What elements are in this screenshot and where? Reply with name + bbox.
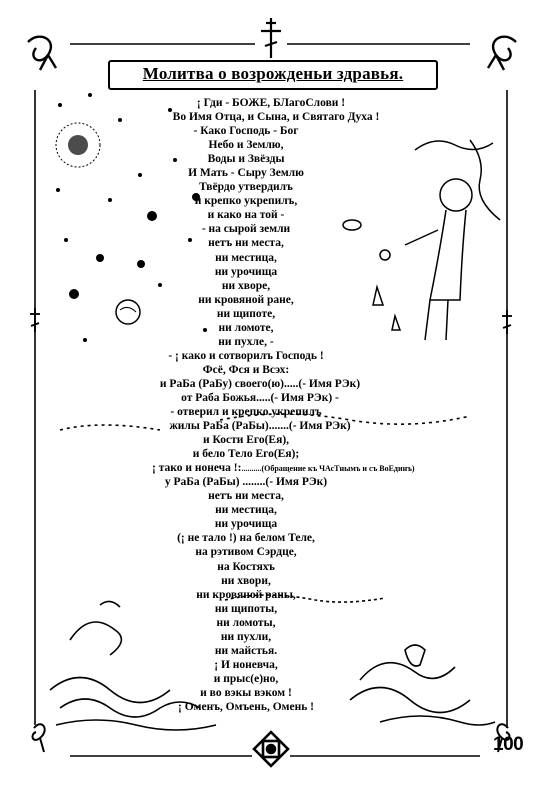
prayer-line: ¡ тако и нонеча !:..........(Обращение къ ЧАсТнымъ и съ ВоЕдинъ) <box>152 462 415 475</box>
prayer-line: жилы РаБа (РаБы).......(- Имя РЭк) <box>169 420 351 433</box>
prayer-line: - на сырой земли <box>201 223 291 236</box>
prayer-line: - Како Господь - Бог <box>193 125 299 138</box>
prayer-line: ни майстья. <box>214 644 278 657</box>
prayer-line: ¡ И ноневча, <box>214 658 278 671</box>
corner-ornament-icon <box>28 37 56 70</box>
corner-ornament-icon <box>488 37 516 70</box>
corner-ornament-icon <box>33 724 45 752</box>
prayer-line: ни ломоте, <box>218 321 274 334</box>
prayer-line: ни щипоты, <box>214 602 278 615</box>
prayer-line: ни урочища <box>214 265 278 278</box>
prayer-line: нетъ ни места, <box>208 490 284 503</box>
prayer-line: Во Имя Отца, и Сына, и Святаго Духа ! <box>172 111 380 124</box>
prayer-line: и Кости Его(Ея), <box>202 434 290 447</box>
prayer-line: ни пухле, - <box>218 335 274 348</box>
prayer-line: у РаБа (РаБы) ........(- Имя РЭк) <box>164 476 328 489</box>
starry-sky-illustration <box>56 93 207 342</box>
bottom-knot-ornament-icon <box>254 732 288 766</box>
prayer-line: - отверил и крепко укрепилъ <box>170 406 322 419</box>
prayer-line: на Костяхъ <box>217 560 275 573</box>
prayer-line: ни кровяной ране, <box>198 293 294 306</box>
prayer-line: и како на той - <box>207 209 285 222</box>
prayer-line: и РаБа (РаБу) своего(ю).....(- Имя РЭк) <box>159 377 361 390</box>
prayer-line: ¡ Оменъ, Омъень, Омень ! <box>177 701 315 713</box>
prayer-line: и прыс(е)но, <box>213 672 279 685</box>
prayer-line: ни ломоты, <box>216 616 276 629</box>
prayer-note: ..........(Обращение къ ЧАсТнымъ и съ ВоЕдинъ) <box>241 464 415 474</box>
prayer-line: ни урочища <box>214 518 278 531</box>
prayer-line: на рэтивом Сэрдце, <box>195 546 297 559</box>
prayer-line: (¡ не тало !) на белом Теле, <box>177 532 315 545</box>
prayer-line: ни пухли, <box>220 630 272 643</box>
prayer-line: И Мать - Сыру Землю <box>188 167 304 180</box>
left-cross-icon <box>30 308 40 332</box>
prayer-line: и крепко укрепилъ, <box>194 195 298 208</box>
prayer-line: Воды и Звёзды <box>207 153 285 166</box>
prayer-line: ни местица, <box>215 251 277 264</box>
prayer-line: ни местица, <box>215 504 277 517</box>
prayer-line: и во вэкы вэком ! <box>200 686 292 699</box>
prayer-line: от Раба Божья.....(- Имя РЭк) - <box>181 391 339 404</box>
top-cross-icon <box>261 18 281 58</box>
prayer-line: Небо и Землю, <box>208 139 284 152</box>
prayer-line: ни хворе, <box>221 279 271 292</box>
page-number: 100 <box>493 734 524 755</box>
prayer-line: - ¡ како и сотворилъ Господь ! <box>168 349 324 362</box>
prayer-line: ни кровяной раны, <box>196 588 296 601</box>
prayer-line: ни хвори, <box>221 574 271 587</box>
prayer-line: Фсё, Фся и Всэх: <box>202 363 290 376</box>
right-cross-icon <box>502 310 512 334</box>
prayer-line: нетъ ни места, <box>208 237 284 250</box>
prayer-title: Молитва о возрожденьи здравья. <box>108 60 438 90</box>
prayer-line: и бело Тело Его(Ея); <box>192 448 300 461</box>
saint-figure-illustration <box>343 140 500 340</box>
prayer-line: Твёрдо утвердилъ <box>199 181 293 194</box>
prayer-line: ни щипоте, <box>216 307 276 320</box>
prayer-line: ¡ Гди - БОЖЕ, БЛагоСлови ! <box>196 97 346 109</box>
